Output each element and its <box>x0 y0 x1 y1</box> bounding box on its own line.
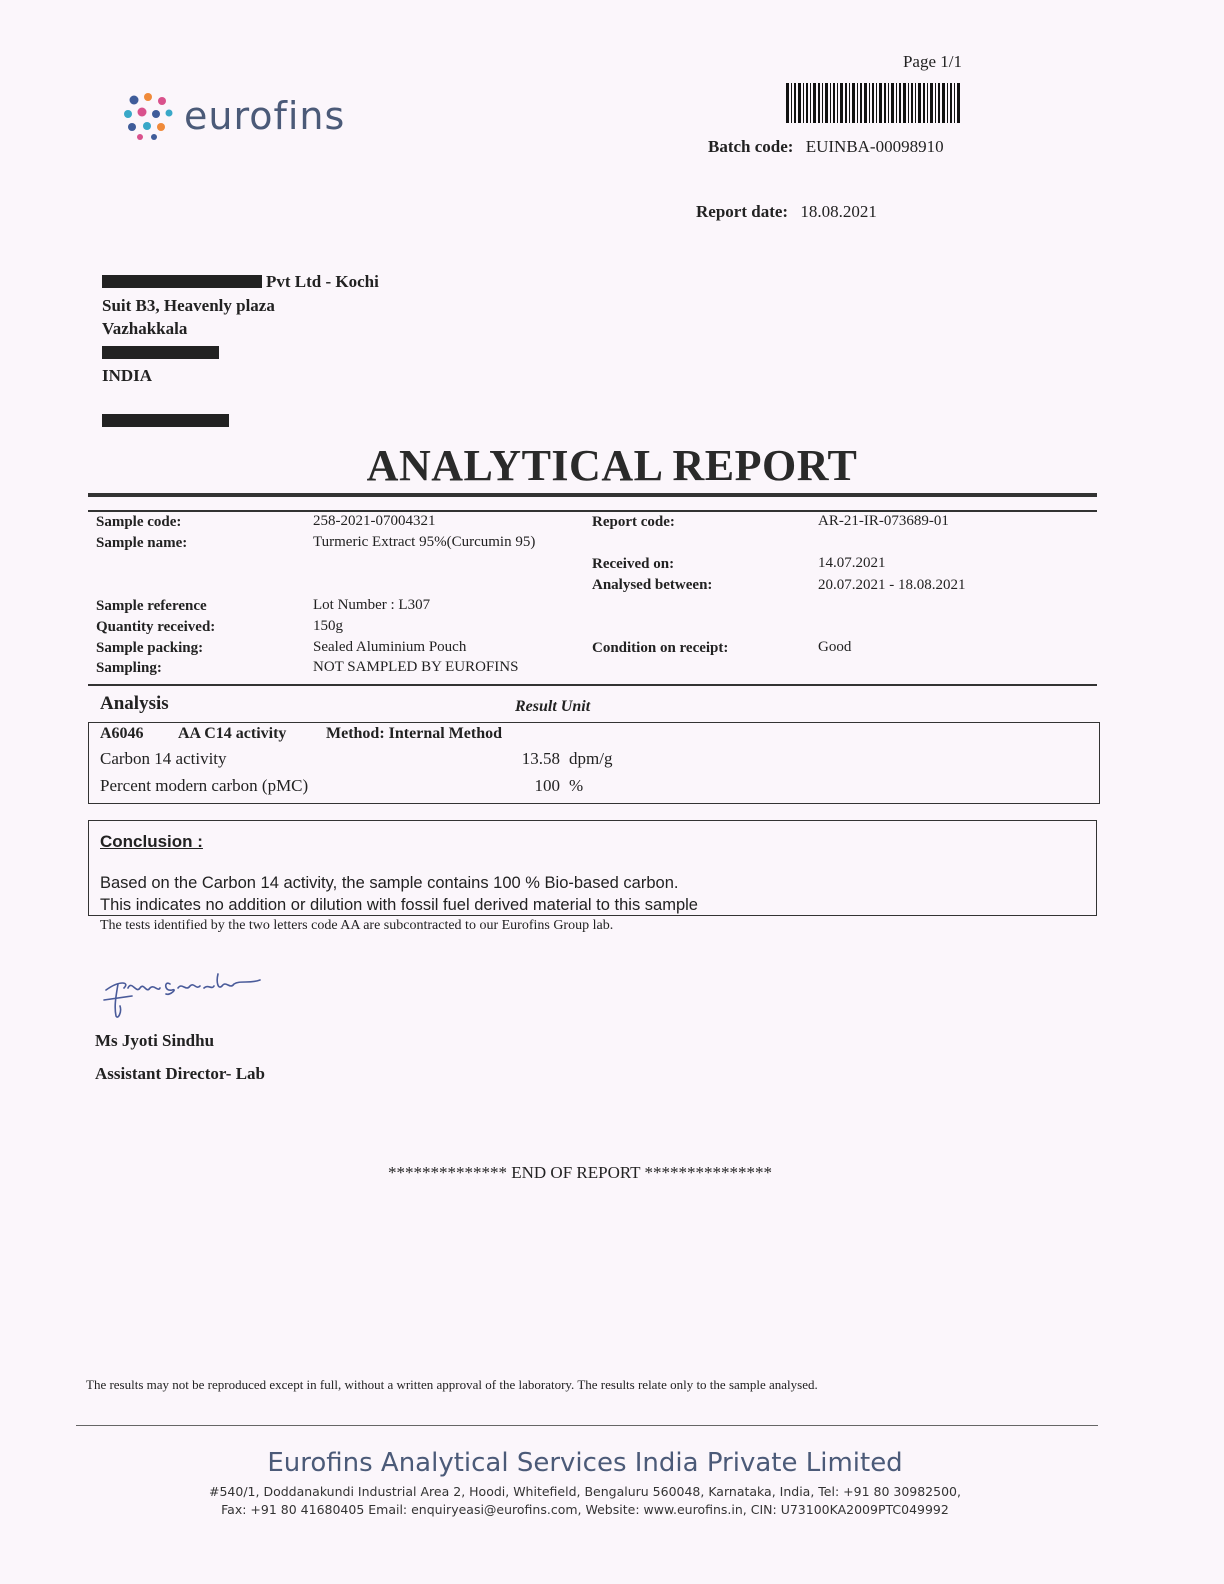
signature <box>100 966 270 1022</box>
batch-code <box>708 137 944 157</box>
company-address-line-2: Fax: +91 80 41680405 Email: enquiryeasi@eurofins.com, Website: www.eurofins.in, CIN: U73100KA2009PTC049992 <box>221 1502 949 1517</box>
report-date <box>696 202 877 222</box>
report-date-label: Report date: <box>696 202 789 221</box>
page-number: Page 1/1 <box>902 52 962 71</box>
result-unit: dpm/g <box>569 749 613 768</box>
conclusion-title: Conclusion : <box>100 832 203 851</box>
signatory-name: Ms Jyoti Sindhu <box>95 1031 215 1050</box>
sample-top-divider <box>88 510 1097 512</box>
sample-reference-label: Sample reference <box>96 598 207 614</box>
sample-bottom-divider <box>88 684 1097 686</box>
sample-code-label: Sample code: <box>96 514 182 530</box>
report-title: ANALYTICAL REPORT <box>366 441 858 490</box>
reproduction-disclaimer: The results may not be reproduced except in full, without a written approval of the laboratory. The results relate only to the sample analysed. <box>86 1377 818 1392</box>
footer-divider <box>76 1425 1098 1426</box>
condition-on-receipt-value: Good <box>818 639 852 655</box>
report-code-value: AR-21-IR-073689-01 <box>818 513 949 529</box>
condition-on-receipt-label: Condition on receipt: <box>592 640 729 656</box>
method-code: A6046 <box>100 725 144 742</box>
result-value: 13.58 <box>521 749 560 768</box>
result-value: 100 <box>534 776 560 795</box>
title-divider <box>88 493 1097 497</box>
method-label: Method: Internal Method <box>326 725 502 742</box>
method-test-name: AA C14 activity <box>178 725 287 742</box>
sampling-label: Sampling: <box>96 660 162 676</box>
batch-code-label: Batch code: <box>708 137 794 156</box>
redaction-bar <box>102 275 262 288</box>
logo-wordmark: eurofins <box>184 94 346 138</box>
sample-packing-value: Sealed Aluminium Pouch <box>313 639 467 655</box>
signatory-role: Assistant Director- Lab <box>95 1064 265 1083</box>
eurofins-logo <box>120 92 345 140</box>
eurofins-dots-icon <box>120 92 176 140</box>
address-line-company: Pvt Ltd - Kochi <box>266 272 379 291</box>
sample-name-label: Sample name: <box>96 535 188 551</box>
conclusion-line-2: This indicates no addition or dilution with fossil fuel derived material to this sample <box>100 896 698 914</box>
result-name: Percent modern carbon (pMC) <box>100 776 309 795</box>
result-unit: % <box>569 776 584 795</box>
sample-reference-value: Lot Number : L307 <box>313 597 431 613</box>
conclusion-line-1: Based on the Carbon 14 activity, the sample contains 100 % Bio-based carbon. <box>100 874 679 892</box>
address-line-country: INDIA <box>102 366 153 385</box>
sample-name-value: Turmeric Extract 95%(Curcumin 95) <box>313 534 536 550</box>
quantity-received-value: 150g <box>313 618 343 634</box>
analysis-heading: Analysis <box>100 693 169 714</box>
sample-code-value: 258-2021-07004321 <box>313 513 436 529</box>
barcode <box>786 83 960 123</box>
analysed-between-label: Analysed between: <box>592 577 713 593</box>
report-code-label: Report code: <box>592 514 675 530</box>
result-unit-heading: Result Unit <box>515 698 591 715</box>
received-on-value: 14.07.2021 <box>818 555 886 571</box>
redaction-bar <box>102 414 229 427</box>
batch-code-value: EUINBA-00098910 <box>805 137 944 156</box>
report-date-value: 18.08.2021 <box>800 202 877 221</box>
redaction-bar <box>102 346 219 359</box>
received-on-label: Received on: <box>592 556 675 572</box>
address-line-street: Suit B3, Heavenly plaza <box>102 296 275 315</box>
end-of-report: ************** END OF REPORT *************** <box>387 1163 773 1182</box>
result-name: Carbon 14 activity <box>100 749 227 768</box>
subcontract-note: The tests identified by the two letters code AA are subcontracted to our Eurofins Group lab. <box>100 918 614 933</box>
quantity-received-label: Quantity received: <box>96 619 216 635</box>
address-line-area: Vazhakkala <box>102 319 188 338</box>
company-address-line-1: #540/1, Doddanakundi Industrial Area 2, Hoodi, Whitefield, Bengaluru 560048, Karnataka, India, Tel: +91 80 30982500, <box>209 1484 961 1499</box>
analysed-between-value: 20.07.2021 - 18.08.2021 <box>818 577 966 593</box>
sample-packing-label: Sample packing: <box>96 640 204 656</box>
sampling-value: NOT SAMPLED BY EUROFINS <box>313 659 519 675</box>
company-name: Eurofins Analytical Services India Private Limited <box>267 1448 903 1478</box>
